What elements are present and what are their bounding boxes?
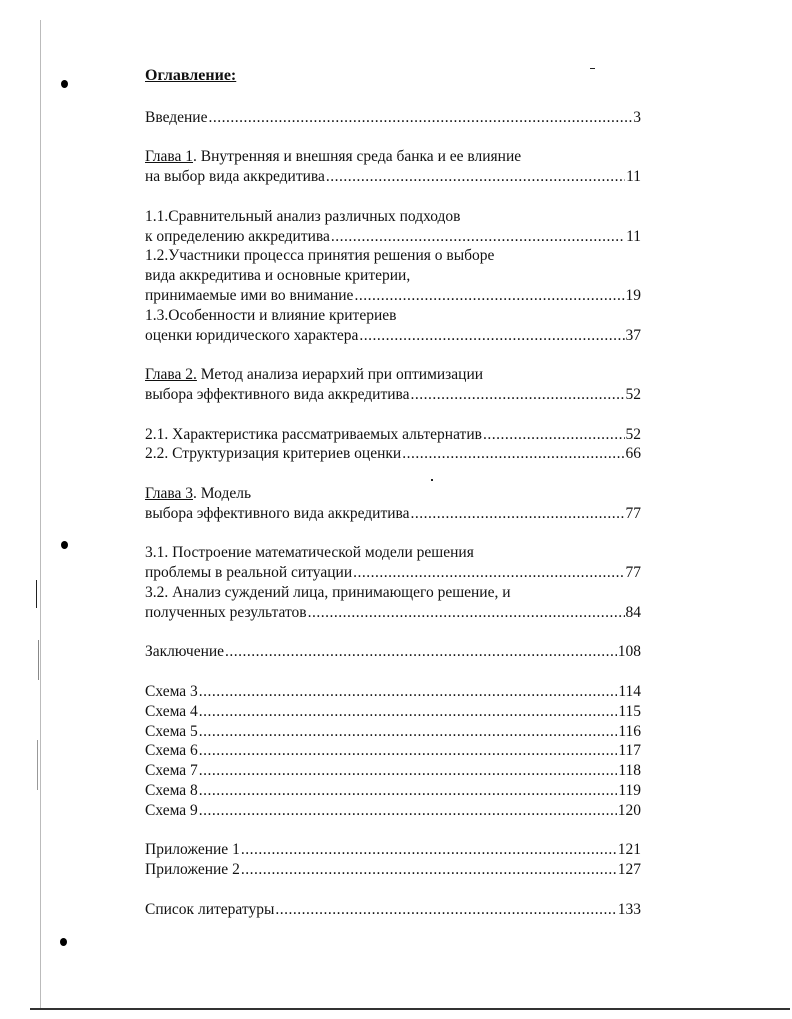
page-number: 11 (626, 227, 641, 245)
leader-dots (354, 286, 624, 306)
toc-entry-scheme (145, 781, 641, 801)
leader-dots (199, 722, 618, 742)
toc-entry-scheme (145, 682, 641, 702)
toc-line (145, 207, 641, 227)
bottom-edge-line (30, 1008, 790, 1010)
chapter-label: Глава 2. (145, 366, 197, 384)
entry-text: 3.2. Анализ суждений лица, принимающего решение, и (145, 583, 511, 601)
entry-text: Схема 8 (145, 781, 198, 799)
toc-line (145, 246, 641, 266)
scan-speck (37, 740, 38, 790)
chapter-label: Глава 3 (145, 484, 194, 502)
leader-dots (199, 801, 617, 821)
toc-line (145, 543, 641, 563)
toc-line (145, 266, 641, 286)
page-number: 19 (625, 286, 641, 304)
leader-dots (483, 425, 625, 445)
entry-text: Глава 1. Внутренняя и внешняя среда банка и ее влияние (145, 148, 522, 166)
entry-text: Схема 9 (145, 801, 198, 819)
toc-entry-scheme (145, 801, 641, 821)
leader-dots (199, 761, 618, 781)
scan-speck (36, 580, 37, 608)
toc-line (145, 286, 641, 306)
page-number: 84 (625, 603, 641, 621)
page-number: 120 (617, 801, 641, 819)
toc-chapter-3-sections (145, 543, 641, 622)
toc-chapter-3 (145, 484, 641, 524)
toc-chapter-2-sections (145, 425, 641, 465)
toc-schemes (145, 682, 641, 821)
entry-text: Схема 7 (145, 762, 198, 780)
page-number: 121 (617, 841, 641, 859)
toc-line (145, 306, 641, 326)
leader-dots (359, 326, 624, 346)
toc-entry-appendix (145, 860, 641, 880)
leader-dots (199, 781, 618, 801)
toc-line (145, 583, 641, 603)
page-number: 52 (625, 385, 641, 403)
entry-text: 3.1. Построение математической модели решения (145, 544, 474, 562)
page-number: 114 (618, 682, 641, 700)
page-number: 133 (617, 900, 641, 918)
leader-dots (275, 900, 616, 920)
page-number: 116 (618, 722, 641, 740)
punch-hole-mark (61, 541, 68, 549)
punch-hole-mark (61, 80, 68, 88)
entry-text: 2.1. Характеристика рассматриваемых альтернатив (145, 425, 482, 443)
toc-entry-appendix (145, 840, 641, 860)
toc-entry-conclusion (145, 642, 641, 662)
entry-text: Введение (145, 108, 208, 126)
toc-heading: Оглавление: (145, 67, 237, 84)
entry-text: принимаемые ими во внимание (145, 286, 354, 304)
leader-dots (331, 227, 625, 247)
toc-line (145, 484, 641, 504)
left-edge-line (40, 20, 41, 1010)
page-number: 77 (625, 504, 641, 522)
toc-line (145, 147, 641, 167)
leader-dots (199, 702, 618, 722)
toc-entry-scheme (145, 741, 641, 761)
leader-dots (353, 563, 624, 583)
entry-text: 1.3.Особенности и влияние критериев (145, 306, 397, 324)
toc-chapter-1-sections (145, 207, 641, 346)
toc-line (145, 425, 641, 445)
entry-text: проблемы в реальной ситуации (145, 564, 353, 582)
toc-line (145, 365, 641, 385)
toc-line (145, 563, 641, 583)
toc-entry-scheme (145, 722, 641, 742)
entry-text: Схема 5 (145, 722, 198, 740)
table-of-contents (145, 66, 641, 919)
entry-text: Схема 3 (145, 682, 198, 700)
toc-line (145, 444, 641, 464)
chapter-label: Глава 1 (145, 148, 194, 166)
leader-dots (411, 504, 625, 524)
page-number: 117 (618, 742, 641, 760)
page-number: 52 (625, 425, 641, 443)
scan-speck (38, 640, 39, 680)
toc-line (145, 227, 641, 247)
page-number: 115 (618, 702, 641, 720)
punch-hole-mark (60, 938, 67, 946)
toc-chapter-1 (145, 147, 641, 187)
leader-dots (199, 741, 618, 761)
toc-line (145, 167, 641, 187)
leader-dots (308, 603, 625, 623)
toc-entry-intro (145, 108, 641, 128)
leader-dots (241, 860, 617, 880)
entry-text: Схема 4 (145, 702, 198, 720)
toc-entry-scheme (145, 702, 641, 722)
page-number: 119 (618, 781, 641, 799)
toc-line (145, 603, 641, 623)
entry-text: Приложение 2 (145, 861, 240, 879)
leader-dots (199, 682, 618, 702)
toc-line (145, 385, 641, 405)
toc-chapter-2 (145, 365, 641, 405)
entry-text: 1.1.Сравнительный анализ различных подходов (145, 207, 461, 225)
page-number: 66 (625, 445, 641, 463)
entry-text: оценки юридического характера (145, 326, 359, 344)
entry-text: вида аккредитива и основные критерии, (145, 267, 411, 285)
entry-text: Глава 3. Модель (145, 484, 252, 502)
toc-entry-scheme (145, 761, 641, 781)
entry-text: полученных результатов (145, 603, 307, 621)
entry-text: Заключение (145, 643, 225, 661)
entry-text: Список литературы (145, 900, 275, 918)
leader-dots (208, 108, 632, 128)
entry-text: Схема 6 (145, 742, 198, 760)
entry-text: выбора эффективного вида аккредитива (145, 385, 410, 403)
leader-dots (411, 385, 625, 405)
toc-entry-references (145, 900, 641, 920)
toc-line (145, 326, 641, 346)
page-number: 118 (618, 762, 641, 780)
toc-appendices (145, 840, 641, 880)
entry-text: на выбор вида аккредитива (145, 168, 325, 186)
page-number: 11 (626, 168, 641, 186)
leader-dots (225, 642, 617, 662)
page-number: 127 (617, 861, 641, 879)
page-number: 77 (625, 564, 641, 582)
entry-text: 1.2.Участники процесса принятия решения о выборе (145, 247, 495, 265)
entry-text: Глава 2. Метод анализа иерархий при оптимизации (145, 366, 484, 384)
page-number: 108 (617, 643, 641, 661)
page-number: 3 (633, 108, 641, 126)
entry-text: 2.2. Структуризация критериев оценки (145, 445, 402, 463)
leader-dots (402, 444, 624, 464)
page-number: 37 (625, 326, 641, 344)
entry-text: к определению аккредитива (145, 227, 330, 245)
entry-text: выбора эффективного вида аккредитива (145, 504, 410, 522)
leader-dots (326, 167, 625, 187)
entry-text: Приложение 1 (145, 841, 240, 859)
toc-line (145, 504, 641, 524)
leader-dots (241, 840, 617, 860)
